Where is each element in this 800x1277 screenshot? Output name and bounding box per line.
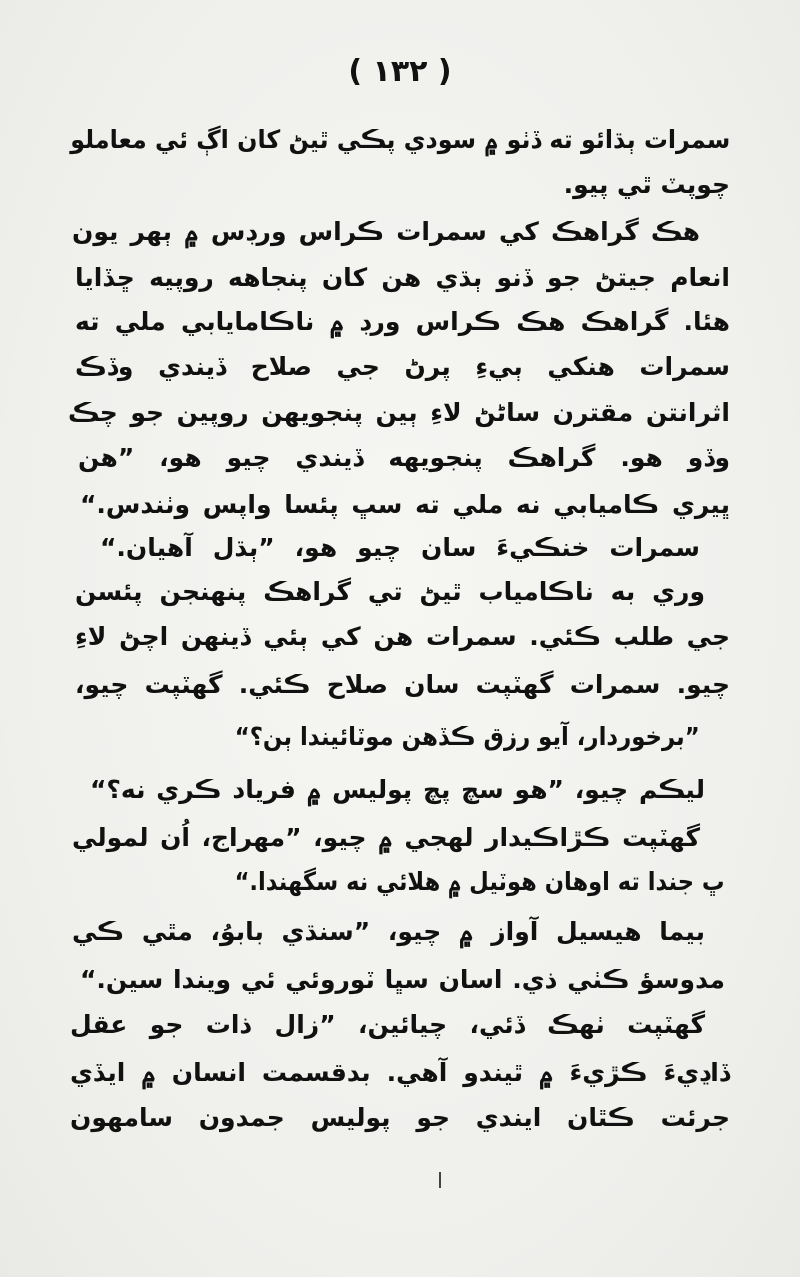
text-line [75,617,730,657]
text-line-content: ”برخوردار، آيو رزق ڪڏهن موٽائيندا ٻن؟“ [235,722,700,751]
text-line [80,960,725,1000]
text-line-content: مدوسؤ ڪٺي ذي. اسان سڀا ٽوروئي ئي ويندا سين.“ [80,965,725,994]
text-line-content: ليڪم چيو، ”هو سچ پچ پوليس ۾ فرياد ڪري نه؟“ [90,775,705,804]
text-line [70,1005,705,1045]
text-line-content: جي طلب ڪئي. سمرات هن کي ٻئي ڏينهن اچڻ لاءِ [75,622,730,651]
text-line [235,862,725,902]
text-line-content: سمرات هنکي ٻيءِ پرڻ جي صلاح ڏيندي وڏڪ [75,352,730,381]
text-line [75,572,705,612]
text-line-content: اثرانتن مقترن ساڻڻ لاءِ ٻين پنجويهن روپين جو چڪ [68,398,730,427]
text-line-content: هئا. گراهڪ هڪ ڪراس ورڊ ۾ ناڪامايابي ملي ته [75,307,730,336]
text-line-content: وڏو هو. گراهڪ پنجويهه ڏيندي چيو هو، ”هن [78,443,730,472]
text-line-content: ڀ جندا ته اوهان هوٽيل ۾ هلائي نه سگهندا.“ [234,867,725,896]
text-line [235,717,700,757]
text-line-content: گهٽپت ڪڙاڪيدار لهجي ۾ چيو، ”مهراج، اُن لمولي [72,823,700,852]
text-line [75,258,730,298]
text-line-content: گهٽپت ٺهڪ ڏئي، چيائين، ”زال ذات جو عقل [70,1010,705,1039]
text-line-content: سمرات خنڪيءَ سان چيو هو، ”ٻڌل آهيان.“ [100,533,700,562]
text-line-content: وري به ناڪامياب ٿيڻ تي گراهڪ پنهنجن پئسن [75,577,705,606]
text-line [72,912,705,952]
text-line-content: چوپٽ ٿي پيو. [563,170,730,199]
text-line [72,212,700,252]
text-line [75,665,730,705]
text-line [400,165,730,205]
text-line [90,770,705,810]
text-line [80,485,730,525]
text-line-content: چيو. سمرات گهٽپت سان صلاح ڪئي. گهٽپت چيو، [75,670,730,699]
text-line [70,120,730,160]
text-line [100,528,700,568]
text-line [75,302,730,342]
text-line-content: انعام جيتڻ جو ڏنو ٻڌي هن کان پنجاهه روپيه ڇڏايا [75,263,730,292]
text-line-content: هڪ گراهڪ کي سمرات ڪراس ورڊس ۾ ٻهر يون [72,217,700,246]
text-line [70,1098,730,1138]
text-line [78,438,730,478]
text-line [75,347,730,387]
print-mark [439,1172,441,1188]
text-line-content: ڀيري ڪاميابي نه ملي ته سڀ پئسا واپس وٺندس.“ [80,490,730,519]
text-line-content: ڏاڍيءَ ڪڙيءَ ۾ ٿيندو آهي. بدقسمت انسان ۾ ايڏي [70,1058,730,1087]
text-line-content: جرئت ڪٿان ايندي جو پوليس جمدون سامهون [70,1103,730,1132]
text-line-content: سمرات ٻڌائو ته ڏٺو ۾ سودي پڪي ٿيڻ کان اڳ ئي معاملو [70,125,730,154]
text-line [72,818,700,858]
text-line [70,1053,730,1093]
text-line [68,393,730,433]
page-number: ( ١٣٢ ) [348,54,452,89]
text-line-content: بيما هيسيل آواز ۾ چيو، ”سنڌي بابوُ، مٿي ڪي [72,917,705,946]
